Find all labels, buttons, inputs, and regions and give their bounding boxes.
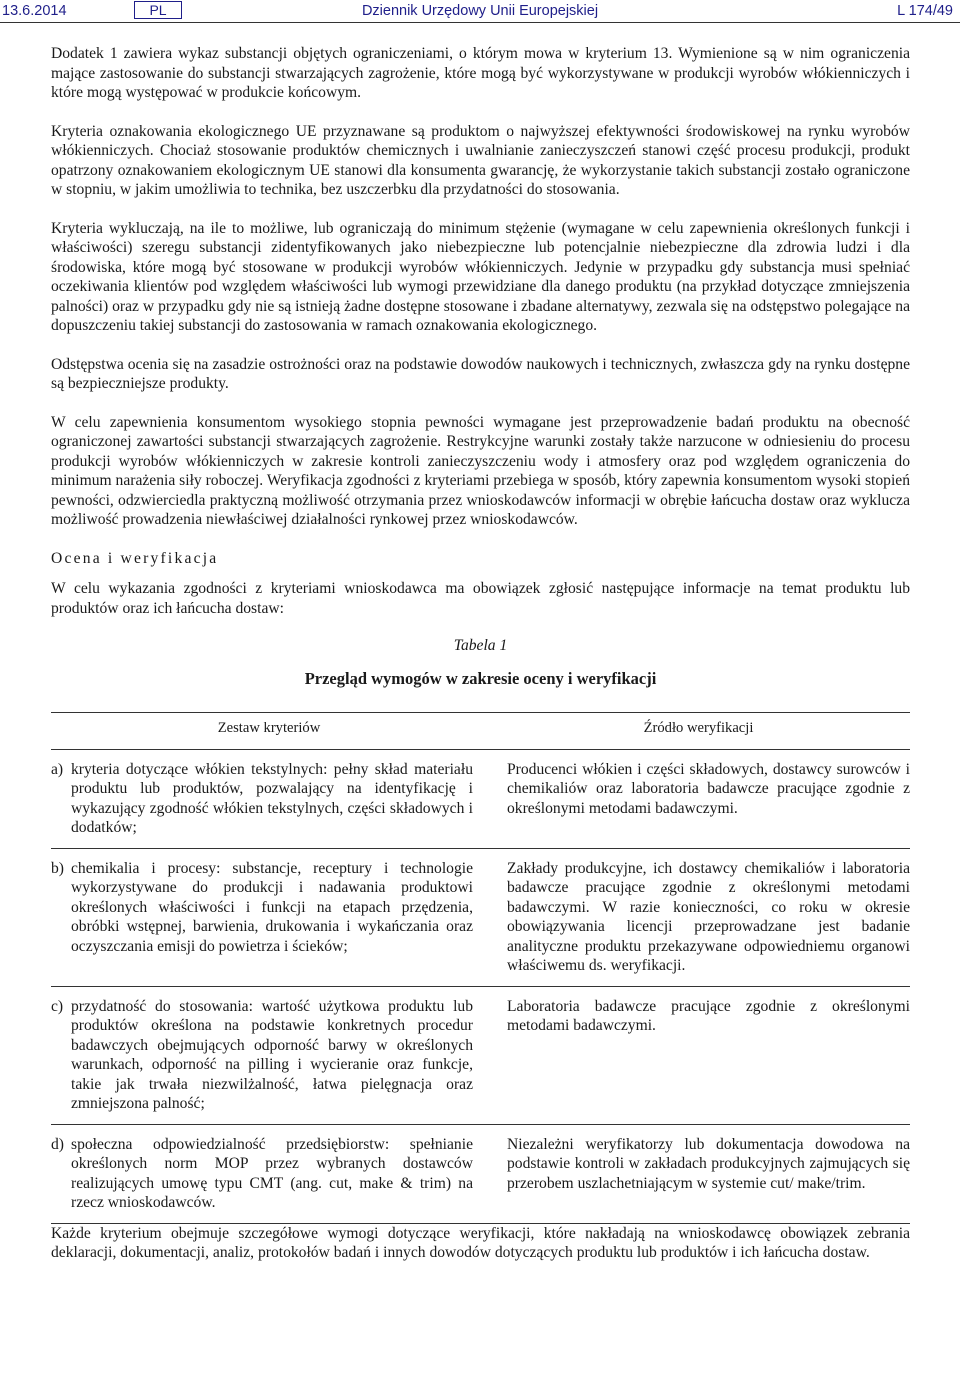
- table-row: [51, 848, 910, 986]
- paragraph: Kryteria wykluczają, na ile to możliwe, lub ograniczają do minimum stężenie (wymagane w celu zapewnienia określonych funkcji i właściwości) szeregu substancji zidentyfikowanych jako niebezpieczne lub potencjalnie niebezpieczne dla zdrowia ludzi i dla środowiska, które mogą być stosowane w produkcji wyrobów włókienniczych. Jedynie w przypadku gdy substancja musi spełniać oczekiwania klientów pod względem właściwości lub wymogi przewidziane dla danego produktu (na przykład dotyczące zmniejszenia palności) oraz w przypadku gdy nie są istnieją żadne dostępne stosowane i zbadane alternatywy, zezwala się na odstępstwo polegające na dopuszczeniu takiej substancji do zastosowania w ramach oznakowania ekologicznego.: [51, 219, 910, 334]
- item-label: c): [51, 997, 64, 1015]
- item-label: b): [51, 859, 64, 877]
- language-badge: PL: [134, 1, 182, 19]
- table-row: [51, 749, 910, 848]
- criteria-cell: [51, 749, 487, 848]
- column-header-criteria: Zestaw kryteriów: [51, 713, 487, 750]
- criteria-text: kryteria dotyczące włókien tekstylnych: pełny skład materiału produktu lub produktów, pozwalający na identyfikację i wykazujący zgodność włókien tekstylnych, części składowych i dodatków;: [71, 760, 473, 836]
- publication-date: 13.6.2014: [2, 3, 67, 19]
- paragraph: Kryteria oznakowania ekologicznego UE przyznawane są produktom o najwyższej efektywności środowiskowej na rynku wyrobów włókienniczych. Chociaż stosowanie produktów chemicznych i uwalnianie zanieczyszczeń stanowi część procesu produkcji, produkt opatrzony oznakowaniem ekologicznym UE stanowi dla konsumenta gwarancję, że wykorzystanie takich substancji zostało ograniczone w stopniu, w jakim umożliwia to technika, bez uszczerbku dla przydatności do stosowania.: [51, 122, 910, 198]
- section-intro: W celu wykazania zgodności z kryteriami wnioskodawca ma obowiązek zgłosić następujące informacje na temat produktu lub produktów oraz ich łańcucha dostaw:: [51, 580, 910, 617]
- item-label: d): [51, 1135, 64, 1153]
- source-cell: Zakłady produkcyjne, ich dostawcy chemikaliów i laboratoria badawcze pracujące zgodnie z określonymi metodami badawczymi. W razie konieczności, co roku w okresie obowiązywania licencji przeprowadzane jest badanie analityczne produktu przekazywane odpowiedniemu organowi właściwemu ds. weryfikacji.: [487, 848, 910, 986]
- item-label: a): [51, 760, 64, 778]
- closing-paragraph: Każde kryterium obejmuje szczegółowe wymogi dotyczące weryfikacji, które nakładają na wnioskodawcę obowiązek zebrania deklaracji, dokumentacji, analiz, protokołów badań i innych dowodów dotyczących produktu lub produktów i ich łańcucha dostaw.: [51, 1224, 910, 1261]
- journal-title: Dziennik Urzędowy Unii Europejskiej: [361, 3, 599, 19]
- header-divider: [0, 22, 960, 23]
- source-cell: Laboratoria badawcze pracujące zgodnie z określonymi metodami badawczymi.: [487, 986, 910, 1124]
- paragraph: Dodatek 1 zawiera wykaz substancji objętych ograniczeniami, o którym mowa w kryterium 13. Wymienione są w nim ograniczenia mające zastosowanie do substancji stwarzających zagrożenie, które mogą być wykorzystywane w produkcji wyrobów włókienniczych i które mogą występować w produkcie końcowym.: [51, 45, 910, 101]
- criteria-cell: [51, 986, 487, 1124]
- section-heading: Ocena i weryfikacja: [51, 549, 219, 567]
- paragraph: Odstępstwa ocenia się na zasadzie ostrożności oraz na podstawie dowodów naukowych i technicznych, zwłaszcza gdy na rynku dostępne są bezpieczniejsze produkty.: [51, 355, 910, 392]
- page-header: [0, 0, 960, 22]
- source-cell: Niezależni weryfikatorzy lub dokumentacja dowodowa na podstawie kontroli w zakładach produkcyjnych zajmujących się przerobem uszlachetniającym w systemie cut/ make/trim.: [487, 1124, 910, 1223]
- table-label: Tabela 1: [453, 637, 508, 654]
- criteria-cell: [51, 1124, 487, 1223]
- criteria-text: przydatność do stosowania: wartość użytkowa produktu lub produktów określona na podstawie konkretnych procedur badawczych obejmujących odporność barwy w określonych warunkach, odporność na pilling i wycieranie oraz funkcje, takie jak trwała niezwilżalność, łatwa pielęgnacja oraz zmniejszona palność;: [71, 997, 473, 1112]
- paragraph: W celu zapewnienia konsumentom wysokiego stopnia pewności wymagane jest przeprowadzenie badań produktu na obecność ograniczonej zawartości substancji stwarzających zagrożenie. Restrykcyjne warunki zostały także narzucone w odniesieniu do procesu produkcji wyrobów włókienniczych w zakresie kontroli zanieczyszczeniu wody i atmosfery oraz pod względem ograniczenia do minimum narażenia siły roboczej. Weryfikacja zgodności z kryteriami przebiega w sposób, który zapewnia konsumentom wysoki stopień pewności, odzwierciedla praktyczną możliwość otrzymania przez wnioskodawców informacji w obrębie łańcucha dostaw oraz wyklucza możliwość prowadzenia niewłaściwej działalności rynkowej przez wnioskodawców.: [51, 413, 910, 528]
- table-row: [51, 986, 910, 1124]
- table-row: [51, 1124, 910, 1223]
- requirements-table: [51, 712, 910, 1224]
- criteria-text: chemikalia i procesy: substancje, receptury i technologie wykorzystywane do produkcji i nadawania produktowi określonych właściwości i funkcji na etapach przędzenia, obróbki wstępnej, barwienia, drukowania i wykańczania oraz oczyszczania emisji do powietrza i ścieków;: [71, 859, 473, 955]
- criteria-cell: [51, 848, 487, 986]
- source-cell: Producenci włókien i części składowych, dostawcy surowców i chemikaliów oraz laboratoria badawcze pracujące zgodnie z określonymi metodami badawczymi.: [487, 749, 910, 848]
- page-number: L 174/49: [897, 3, 953, 19]
- table-title: Przegląd wymogów w zakresie oceny i weryfikacji: [304, 669, 657, 688]
- document-body: [51, 44, 910, 1282]
- column-header-source: Źródło weryfikacji: [487, 713, 910, 750]
- criteria-text: społeczna odpowiedzialność przedsiębiorstw: spełnianie określonych norm MOP przez wybranych dostawców realizujących umowę typu CMT (ang. cut, make & trim) na rzecz wnioskodawców.: [71, 1135, 473, 1211]
